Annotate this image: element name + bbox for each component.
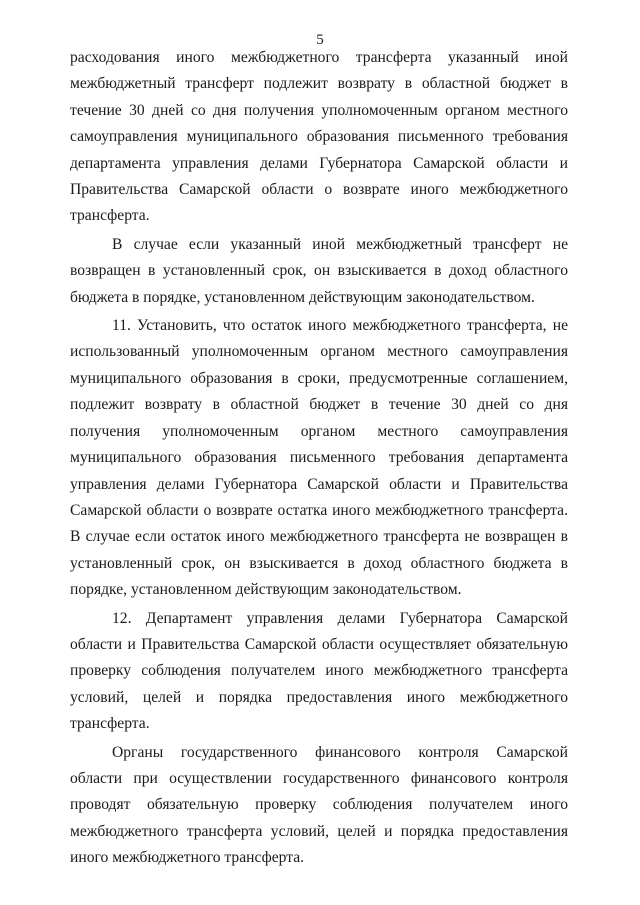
document-body [70,45,568,872]
paragraph-financial-control: Органы государственного финансового контроля Самарской области при осуществлении государственного финансового контроля проводят обязательную проверку соблюдения получателем иного межбюджетного трансферта условий, целей и порядка предоставления иного межбюджетного трансферта. [70,743,568,867]
page-number: 5 [316,32,324,48]
paragraph-clause-11: 11. Установить, что остаток иного межбюджетного трансферта, не использованный уполномоченным органом местного самоуправления муниципального образования в сроки, предусмотренные соглашением, подлежит возврату в областной бюджет в течение 30 дней со дня получения уполномоченным органом местного самоуправления муниципального образования письменного требования департамента управления делами Губернатора Самарской области и Правительства Самарской области о возврате остатка иного межбюджетного трансферта. В случае если остаток иного межбюджетного трансферта не возвращен в установленный срок, он взыскивается в доход областного бюджета в порядке, установленном действующим законодательством. [70,317,568,599]
paragraph-clause-12: 12. Департамент управления делами Губернатора Самарской области и Правительства Самарской области осуществляет обязательную проверку соблюдения получателем иного межбюджетного трансферта условий, целей и порядка предоставления иного межбюджетного трансферта. [70,609,568,733]
paragraph-non-return-case: В случае если указанный иной межбюджетный трансферт не возвращен в установленный срок, он взыскивается в доход областного бюджета в порядке, установленном действующим законодательством. [70,235,568,306]
paragraph-continuation: расходования иного межбюджетного трансферта указанный иной межбюджетный трансферт подлежит возврату в областной бюджет в течение 30 дней со дня получения уполномоченным органом местного самоуправления муниципального образования письменного требования департамента управления делами Губернатора Самарской области и Правительства Самарской области о возврате иного межбюджетного трансферта. [70,49,568,225]
